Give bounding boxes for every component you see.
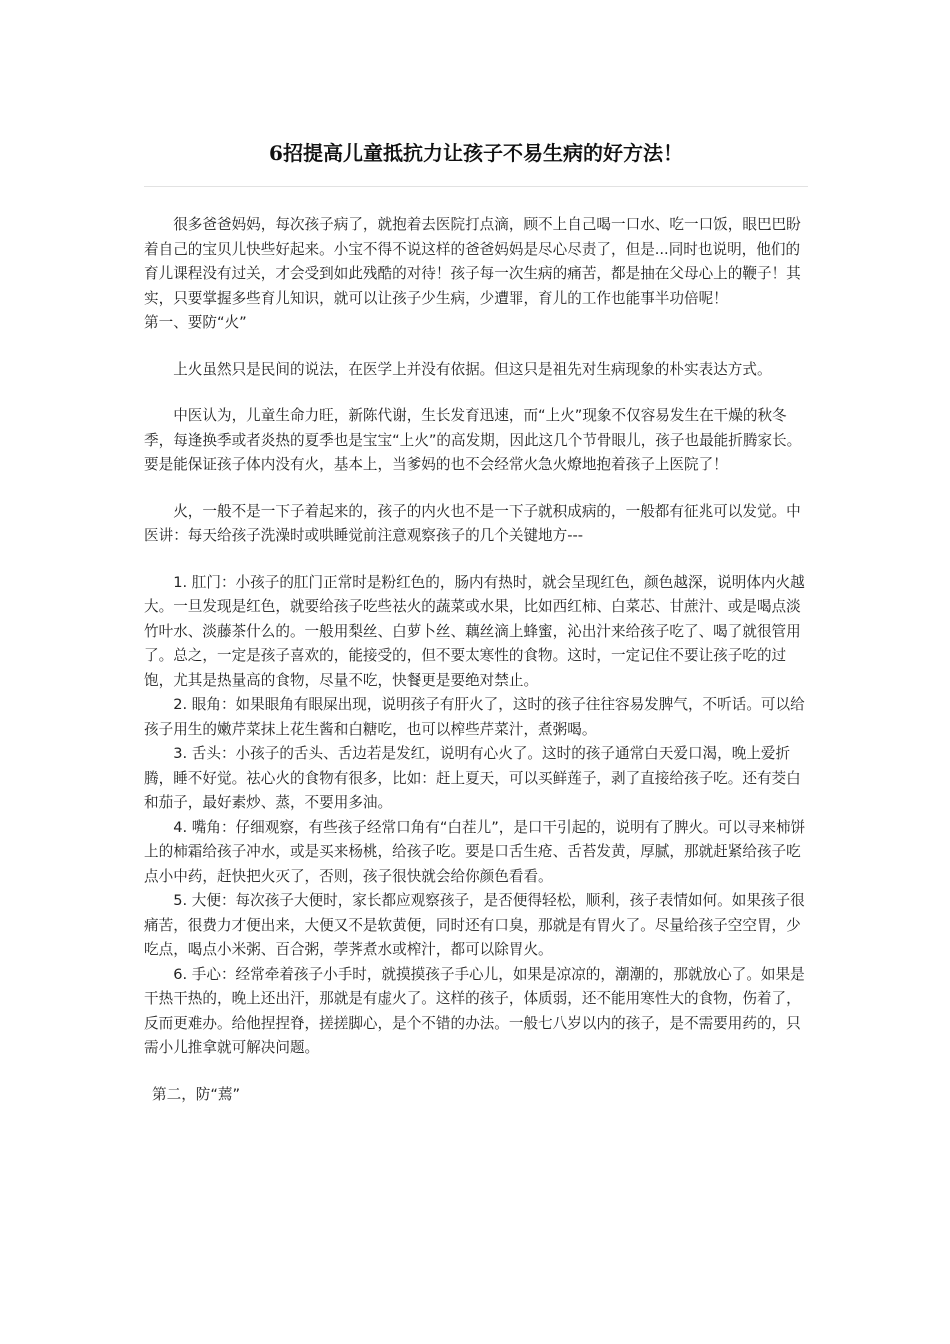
article-body [144,213,808,1107]
list-item-tongue: 3. 舌头：小孩子的舌头、舌边若是发红，说明有心火了。这时的孩子通常白天爱口渴，晚上爱折腾，睡不好觉。祛心火的食物有很多，比如：赶上夏天，可以买鲜莲子，剥了直接给孩子吃。还有茭白和茄子，最好素炒、蒸，不要用多油。 [144,745,801,811]
list-item-stool: 5. 大便：每次孩子大便时，家长都应观察孩子，是否便得轻松，顺利，孩子表情如何。如果孩子很痛苦，很费力才便出来，大便又不是软黄便，同时还有口臭，那就是有胃火了。尽量给孩子空空胃，少吃点，喝点小米粥、百合粥，荸荠煮水或榨汁，都可以除胃火。 [144,892,805,958]
paragraph-1: 上火虽然只是民间的说法，在医学上并没有依据。但这只是祖先对生病现象的朴实表达方式。 [173,360,772,378]
intro-paragraph: 很多爸爸妈妈，每次孩子病了，就抱着去医院打点滴，顾不上自己喝一口水、吃一口饭，眼巴巴盼着自己的宝贝儿快些好起来。小宝不得不说这样的爸爸妈妈是尽心尽责了，但是...同时也说明，他们的育儿课程没有过关，才会受到如此残酷的对待！孩子每一次生病的痛苦，都是抽在父母心上的鞭子！其实，只要掌握多些育儿知识，就可以让孩子少生病，少遭罪，育儿的工作也能事半功倍呢！ [144,216,801,307]
list-item-mouth-corner: 4. 嘴角：仔细观察，有些孩子经常口角有“白茬儿”，是口干引起的，说明有了脾火。可以寻来柿饼上的柿霜给孩子冲水，或是买来杨桃，给孩子吃。要是口舌生疮、舌苔发黄，厚腻，那就赶紧给孩子吃点小中药，赶快把火灭了，否则，孩子很快就会给你颜色看看。 [144,818,806,885]
paragraph-3: 火，一般不是一下子着起来的，孩子的内火也不是一下子就积成病的，一般都有征兆可以发觉。中医讲：每天给孩子洗澡时或哄睡觉前注意观察孩子的几个关键地方--- [144,502,801,544]
title-divider [144,186,808,187]
document-page [144,130,808,1107]
list-item-anus: 1. 肛门：小孩子的肛门正常时是粉红色的，肠内有热时，就会呈现红色，颜色越深，说明体内火越大。一旦发现是红色，就要给孩子吃些祛火的蔬菜或水果，比如西红柿、白菜芯、甘蔗汁、或是喝点淡竹叶水、淡藤茶什么的。一般用梨丝、白萝卜丝、藕丝滴上蜂蜜，沁出汁来给孩子吃了、喝了就很管用了。总之，一定是孩子喜欢的，能接受的，但不要太寒性的食物。这时，一定记住不要让孩子吃的过饱，尤其是热量高的食物，尽量不吃，快餐更是要绝对禁止。 [144,573,805,689]
article-title: 6招提高儿童抵抗力让孩子不易生病的好方法！ [269,141,683,165]
list-item-eye-corner: 2. 眼角：如果眼角有眼屎出现，说明孩子有肝火了，这时的孩子往往容易发脾气，不听话。可以给孩子用生的嫩芹菜抹上花生酱和白糖吃，也可以榨些芹菜汁，煮粥喝。 [144,696,805,738]
section2-heading: 第二，防“蔫” [152,1085,241,1103]
section1-heading: 第一、要防“火” [144,314,247,331]
paragraph-2: 中医认为，儿童生命力旺，新陈代谢，生长发育迅速，而“上火”现象不仅容易发生在干燥的秋冬季，每逢换季或者炎热的夏季也是宝宝“上火”的高发期，因此这几个节骨眼儿，孩子也最能折腾家长。要是能保证孩子体内没有火，基本上，当爹妈的也不会经常火急火燎地抱着孩子上医院了！ [144,407,802,473]
list-item-palm: 6. 手心：经常牵着孩子小手时，就摸摸孩子手心儿，如果是凉凉的，潮潮的，那就放心了。如果是干热干热的，晚上还出汗，那就是有虚火了。这样的孩子，体质弱，还不能用寒性大的食物，伤着了，反而更难办。给他捏捏脊，搓搓脚心，是个不错的办法。一般七八岁以内的孩子，是不需要用药的，只需小儿推拿就可解决问题。 [144,965,805,1056]
